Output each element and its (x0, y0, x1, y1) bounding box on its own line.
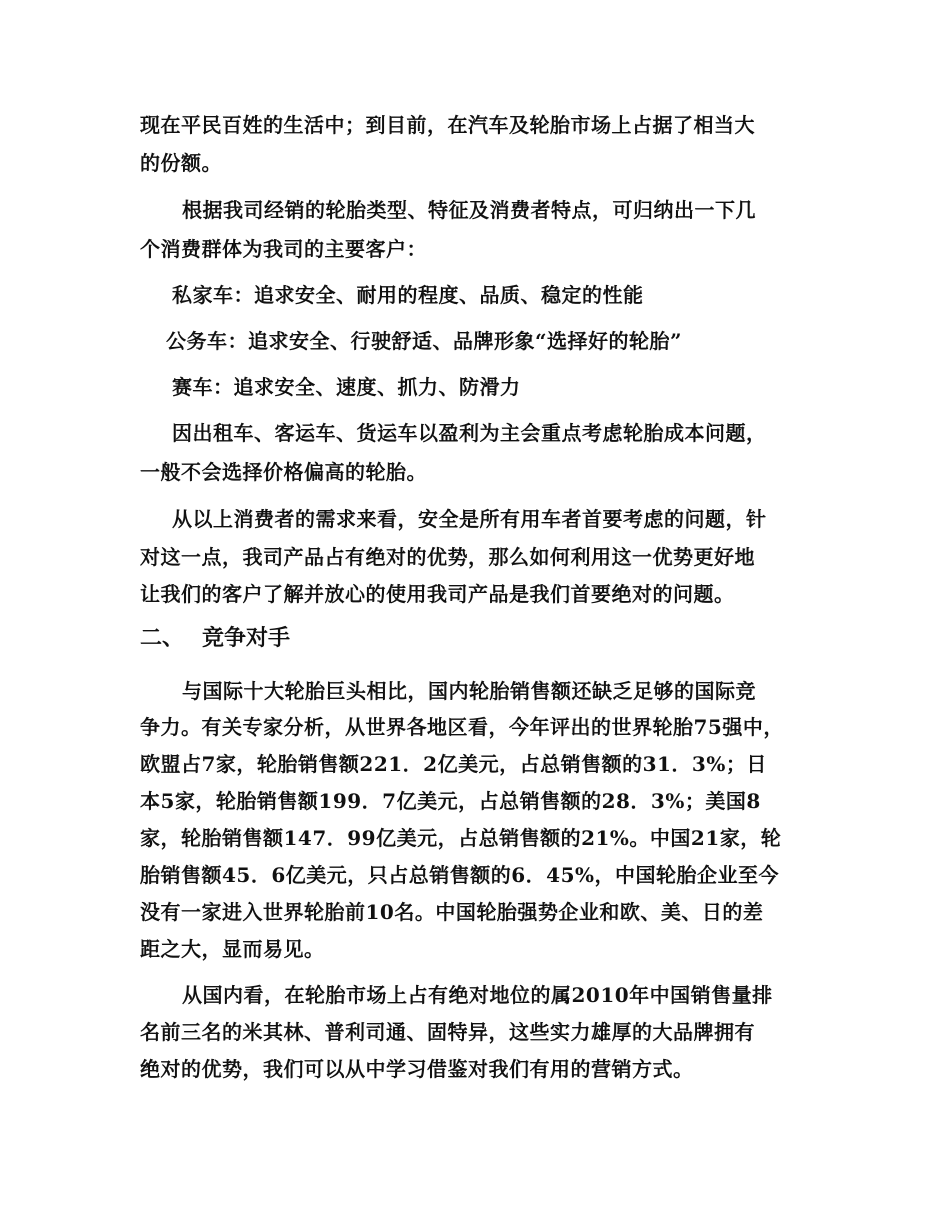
paragraph-line: 绝对的优势，我们可以从中学习借鉴对我们有用的营销方式。 (140, 1057, 694, 1081)
paragraph-line: 根据我司经销的轮胎类型、特征及消费者特点，可归纳出一下几 (182, 198, 756, 222)
paragraph-line: 的份额。 (140, 151, 222, 175)
paragraph-line: 对这一点，我司产品占有绝对的优势，那么如何利用这一优势更好地 (140, 545, 755, 569)
section-heading (140, 624, 290, 654)
paragraph-line: 让我们的客户了解并放心的使用我司产品是我们首要绝对的问题。 (140, 582, 735, 606)
paragraph-line: 家，轮胎销售额147．99亿美元，占总销售额的21%。中国21家，轮 (140, 826, 782, 850)
paragraph-line: 因出租车、客运车、货运车以盈利为主会重点考虑轮胎成本问题， (172, 421, 767, 445)
paragraph-line: 本5家，轮胎销售额199．7亿美元，占总销售额的28．3%；美国8 (140, 789, 761, 813)
paragraph-line: 个消费群体为我司的主要客户： (140, 237, 427, 261)
list-item-race-car: 赛车：追求安全、速度、抓力、防滑力 (172, 375, 521, 399)
paragraph-line: 欧盟占7家，轮胎销售额221．2亿美元，占总销售额的31．3%；日 (140, 752, 767, 776)
section-number: 二、 (140, 626, 185, 651)
paragraph-line: 争力。有关专家分析，从世界各地区看，今年评出的世界轮胎75强中， (140, 715, 784, 739)
paragraph-line: 与国际十大轮胎巨头相比，国内轮胎销售额还缺乏足够的国际竞 (182, 679, 756, 703)
paragraph-line: 从以上消费者的需求来看，安全是所有用车者首要考虑的问题，针 (172, 507, 767, 531)
paragraph-line: 名前三名的米其林、普利司通、固特异，这些实力雄厚的大品牌拥有 (140, 1020, 755, 1044)
list-item-official-car: 公务车：追求安全、行驶舒适、品牌形象“选择好的轮胎” (166, 329, 683, 353)
paragraph-line: 没有一家进入世界轮胎前10名。中国轮胎强势企业和欧、美、日的差 (140, 900, 764, 924)
paragraph-line: 距之大，显而易见。 (140, 937, 325, 961)
paragraph-line: 胎销售额45．6亿美元，只占总销售额的6．45%，中国轮胎企业至今 (140, 863, 779, 887)
section-title: 竞争对手 (202, 626, 291, 651)
list-item-private-car: 私家车：追求安全、耐用的程度、品质、稳定的性能 (172, 283, 644, 307)
paragraph-line: 从国内看，在轮胎市场上占有绝对地位的属2010年中国销售量排 (182, 983, 773, 1007)
paragraph-line: 一般不会选择价格偏高的轮胎。 (140, 460, 427, 484)
paragraph-line: 现在平民百姓的生活中；到目前，在汽车及轮胎市场上占据了相当大 (140, 113, 755, 137)
